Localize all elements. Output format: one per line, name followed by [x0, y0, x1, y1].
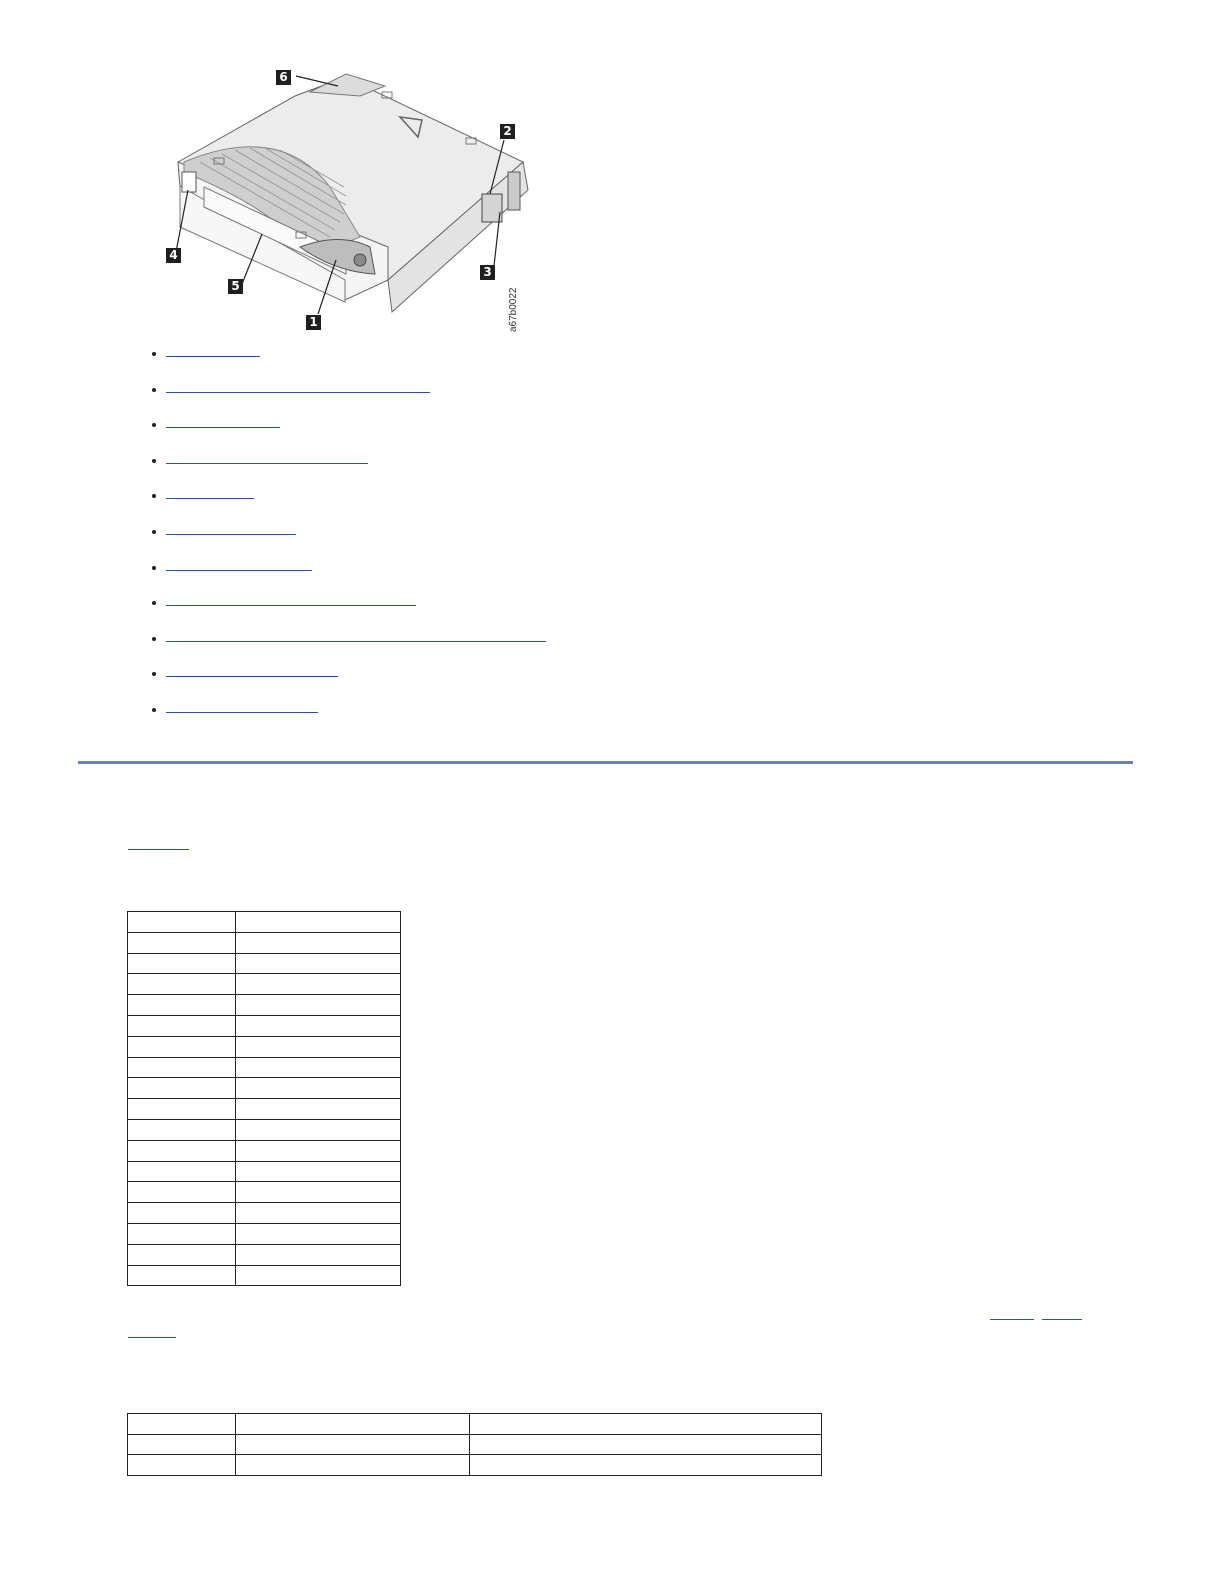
table-cell [236, 1455, 470, 1476]
list-link[interactable] [166, 450, 368, 464]
table-cell [128, 1265, 236, 1286]
table-cell [236, 912, 401, 933]
table-cell [128, 953, 236, 974]
section-divider [78, 761, 1133, 764]
callout-2: 2 [500, 124, 515, 139]
table-cell [128, 974, 236, 995]
table-cell [236, 1057, 401, 1078]
table-row [128, 1434, 822, 1455]
table-cell [128, 932, 236, 953]
top-link[interactable] [128, 836, 189, 850]
table-cell [236, 1140, 401, 1161]
table-cell [128, 995, 236, 1016]
table-row [128, 1057, 401, 1078]
table-cell [128, 1015, 236, 1036]
table-row [128, 974, 401, 995]
table-cell [236, 1036, 401, 1057]
list-item [166, 478, 546, 514]
table-cell [128, 912, 236, 933]
table-row [128, 1244, 401, 1265]
list-link[interactable] [166, 379, 430, 393]
table-row [128, 1182, 401, 1203]
table-row [128, 953, 401, 974]
table-row [128, 1203, 401, 1224]
list-item [166, 443, 546, 479]
list-link[interactable] [166, 592, 416, 606]
table-cell [236, 995, 401, 1016]
table-cell [128, 1182, 236, 1203]
list-item [166, 514, 546, 550]
list-item [166, 372, 546, 408]
table-cell [236, 1078, 401, 1099]
cartridge-illustration [160, 62, 540, 337]
list-item [166, 407, 546, 443]
data-table-1 [127, 911, 401, 1286]
table-cell [128, 1036, 236, 1057]
table-cell [128, 1119, 236, 1140]
table-row [128, 1455, 822, 1476]
table-row [128, 1015, 401, 1036]
table-cell [236, 1203, 401, 1224]
table-cell [236, 1265, 401, 1286]
cartridge-figure [160, 62, 540, 337]
list-item [166, 550, 546, 586]
table-cell [236, 953, 401, 974]
table-cell [236, 1099, 401, 1120]
list-link[interactable] [166, 699, 318, 713]
table-row [128, 932, 401, 953]
figure-code: a67b0022 [508, 287, 519, 332]
table-cell [236, 1434, 470, 1455]
para-link[interactable] [990, 1306, 1034, 1320]
para-link-2-container [1042, 1306, 1082, 1323]
table-cell [236, 1244, 401, 1265]
para-link-3-container [128, 1324, 176, 1341]
list-item [166, 585, 546, 621]
table-cell [236, 1182, 401, 1203]
top-link-container [128, 836, 189, 853]
table-cell [236, 1414, 470, 1435]
table-cell [128, 1057, 236, 1078]
table-cell [470, 1414, 822, 1435]
list-link[interactable] [166, 557, 312, 571]
table-cell [128, 1434, 236, 1455]
list-link[interactable] [166, 485, 254, 499]
list-item [166, 656, 546, 692]
table-cell [128, 1244, 236, 1265]
table-row [128, 1161, 401, 1182]
table-row [128, 1265, 401, 1286]
list-item [166, 621, 546, 657]
list-link[interactable] [166, 663, 338, 677]
list-item [166, 692, 546, 728]
para-link[interactable] [128, 1324, 176, 1338]
list-link[interactable] [166, 628, 546, 642]
list-link[interactable] [166, 343, 260, 357]
list-item [166, 336, 546, 372]
para-link[interactable] [1042, 1306, 1082, 1320]
link-list [146, 336, 546, 728]
table-cell [236, 974, 401, 995]
callout-3: 3 [480, 265, 495, 280]
table-row [128, 1414, 822, 1435]
table-cell [128, 1223, 236, 1244]
table-cell [128, 1414, 236, 1435]
table-row [128, 1119, 401, 1140]
table-cell [236, 1223, 401, 1244]
table-row [128, 995, 401, 1016]
table-cell [128, 1455, 236, 1476]
table-row [128, 912, 401, 933]
list-link[interactable] [166, 521, 296, 535]
callout-1: 1 [306, 315, 321, 330]
table-cell [128, 1161, 236, 1182]
table-cell [236, 932, 401, 953]
table-row [128, 1036, 401, 1057]
table-cell [236, 1015, 401, 1036]
table-cell [236, 1119, 401, 1140]
list-link[interactable] [166, 414, 280, 428]
para-link-1-container [990, 1306, 1034, 1323]
table-cell [128, 1078, 236, 1099]
table-cell [128, 1203, 236, 1224]
table-cell [128, 1099, 236, 1120]
table-row [128, 1140, 401, 1161]
table-row [128, 1078, 401, 1099]
table-cell [470, 1434, 822, 1455]
table-row [128, 1223, 401, 1244]
table-row [128, 1099, 401, 1120]
data-table-2 [127, 1413, 822, 1476]
table-cell [236, 1161, 401, 1182]
callout-5: 5 [228, 279, 243, 294]
table-cell [128, 1140, 236, 1161]
callout-4: 4 [166, 248, 181, 263]
table-cell [470, 1455, 822, 1476]
callout-6: 6 [276, 70, 291, 85]
